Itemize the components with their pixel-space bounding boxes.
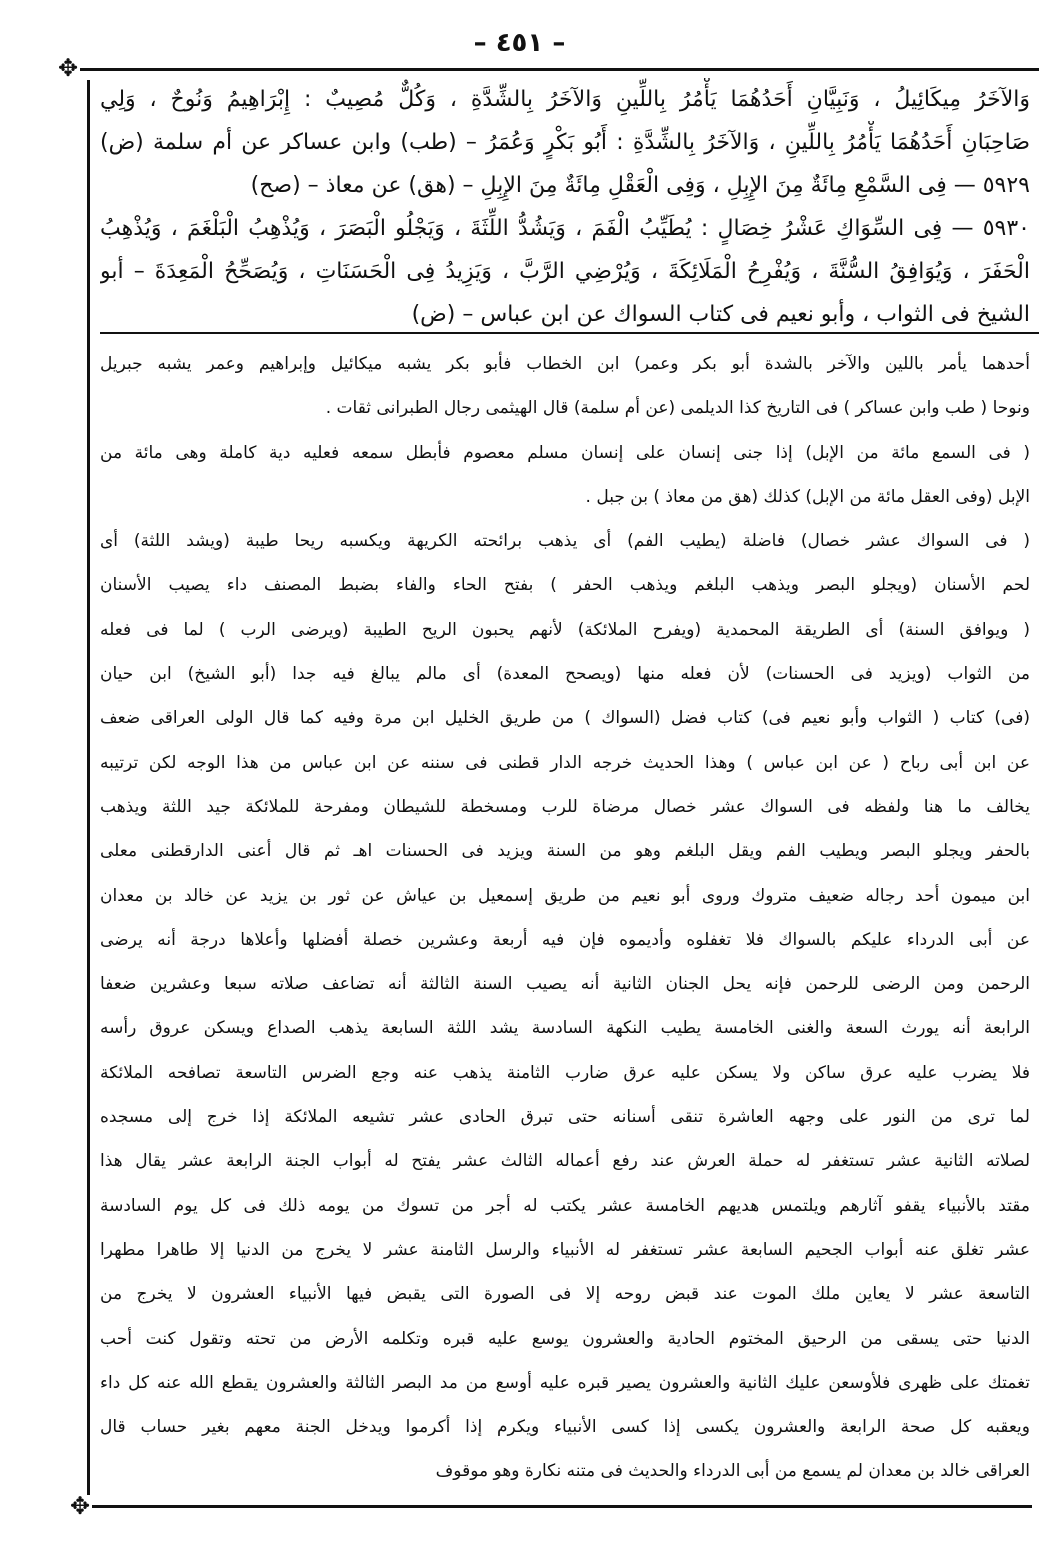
hadith-line: ٥٩٢٩ — فِى السَّمْعِ مِائَةٌ مِنَ الإِبِلِ ، وَفِى الْعَقْلِ مِائَةٌ مِنَ الإِبِلِ – (هق) عن معاذ – (صح): [250, 173, 1030, 198]
commentary-line: ( فى السمع مائة من الإبل) إذا جنى إنسان على إنسان مسلم معصوم فأبطل سمعه فعليه دية كاملة وهى مائة من: [100, 442, 1030, 463]
left-border-rule: [87, 80, 90, 1495]
commentary-line: لما ترى من النور على وجهه العاشرة تنقى أسنانه حتى تبرق الحادى عشر تشيعه الملائكة إذا خرج إلى مسجده: [100, 1107, 1030, 1128]
commentary-line: الإبل (وفى العقل مائة من الإبل) كذلك (هق من معاذ ) بن جبل .: [585, 486, 1030, 507]
commentary-line: عن أبى الدرداء عليكم بالسواك فلا تغفلوه وأديموه فإن فيه أربعة وعشرين خصلة أفضلها وأعلاها درجة أنه يرضى: [100, 929, 1030, 950]
commentary-line: الرحمن ومن الرضى للرحمن فإنه يحل الجنان الثانية أنه يصيب السنة الثالثة أنه تضاعف صلاته سبعا وعشرين ضعفا: [100, 974, 1030, 995]
corner-ornament-icon: ✥: [58, 54, 79, 82]
commentary-line: عشر تغلق عنه أبواب الجحيم السابعة عشر تستغفر له الأنبياء والرسل الثامنة عشر لا يخرج من الدنيا إلا طاهرا مطهرا: [100, 1239, 1030, 1260]
hadith-line: ٥٩٣٠ — فِى السِّوَاكِ عَشْرُ خِصَالٍ : يُطَيِّبُ الْفَمَ ، وَيَشُدُّ اللِّثَةَ ، وَيَجْلُو الْبَصَرَ ، وَيُذْهِبُ الْبَلْغَمَ ، وَيُذْهِبُ: [100, 216, 1030, 241]
hadith-line: وَالآخَرُ مِيكَائِيلُ ، وَنَبِيَّانِ أَحَدُهُمَا يَأْمُرُ بِاللِّينِ وَالآخَرُ بِالشِّدَّةِ ، وَكُلٌّ مُصِيبٌ : إِبْرَاهِيمُ وَنُوحٌ ، وَلِي: [100, 87, 1030, 112]
hadith-line: صَاحِبَانِ أَحَدُهُمَا يَأْمُرُ بِاللِّينِ ، وَالآخَرُ بِالشِّدَّةِ : أَبُو بَكْرٍ وَعُمَرُ – (طب) وابن عساكر عن أم سلمة (ض): [100, 130, 1030, 155]
corner-ornament-icon: ✥: [70, 1492, 91, 1520]
commentary-line: ( فى السواك عشر خصال) فاضلة (يطيب الفم) أى يذهب برائحته الكريهة ويكسبه ريحا طيبة (ويشد اللثة) أى: [100, 531, 1030, 552]
hadith-line: الْحَفَرَ ، وَيُوَافِقُ السُّنَّةَ ، وَيُفْرِحُ الْمَلَائِكَةَ ، وَيُرْضِي الرَّبَّ ، وَيَزِيدُ فِى الْحَسَنَاتِ ، وَيُصَحِّحُ الْمَعِدَةَ – أبو: [100, 259, 1030, 284]
commentary-line: فلا يضرب عليه عرق ساكن ولا يسكن عليه عرق ضارب الثامنة يذهب عنه وجع الضرس التاسعة تصافحه الملائكة: [100, 1062, 1030, 1083]
commentary-line: التاسعة عشر لا يعاين ملك الموت عند قبض روحه إلا فى الصورة التى يقبض فيها الأنبياء العشرون لا يخرج من: [100, 1284, 1030, 1305]
commentary-line: أحدهما يأمر باللين والآخر بالشدة أبو بكر وعمر) ابن الخطاب فأبو بكر يشبه ميكائيل وإبراهيم وعمر يشبه جبريل: [100, 354, 1030, 374]
commentary-line: لحم الأسنان (ويجلو البصر ويذهب البلغم ويذهب الحفر ) بفتح الحاء والفاء بضبط المصنف داء يصيب الأسنان: [100, 575, 1030, 596]
commentary-line: لصلاته الثانية عشر تستغفر له حملة العرش عند رفع أعماله الثالث عشر يفتح له أبواب الجنة الرابعة عشر يقال هذا: [100, 1151, 1030, 1172]
commentary-text: [100, 342, 1030, 1494]
commentary-line: بالحفر ويجلو البصر ويطيب الفم ويقل البلغم وهو من السنة ويزيد فى الحسنات اهـ ثم قال أعنى الدارقطنى معلى: [100, 841, 1030, 862]
commentary-line: الرابعة أنه يورث السعة والغنى الخامسة يطيب النكهة السادسة يشد اللثة السابعة يذهب الصداع ويسكن عروق رأسه: [100, 1018, 1030, 1039]
commentary-line: العراقى خالد بن معدان لم يسمع من أبى الدرداء والحديث فى متنه نكارة وهو موقوف: [435, 1461, 1030, 1482]
bottom-rule: [92, 1505, 1032, 1508]
commentary-line: تغمتك على ظهرى فلأوسعن عليك الثانية والعشرون يصير قبره عليه أوسع من مد البصر الثالثة والعشرون يقطع الله عنه كل داء: [100, 1372, 1030, 1393]
commentary-line: يخالف ما هنا ولفظه فى السواك عشر خصال مرضاة للرب ومسخطة للشيطان ومفرحة للملائكة جيد اللثة ويذهب: [100, 796, 1030, 817]
commentary-line: (فى) كتاب ( الثواب وأبو نعيم فى) كتاب فضل (السواك ) من طريق الخليل ابن مرة وفيه كما قال الولى العراقى ضعف: [100, 708, 1030, 729]
commentary-line: ( ويوافق السنة) أى الطريقة المحمدية (ويفرح الملائكة) لأنهم يحبون الريح الطيبة (ويرضى الرب ) لما فى فعله: [100, 619, 1030, 640]
commentary-line: ونوحا ( طب وابن عساكر ) فى التاريخ كذا الديلمى (عن أم سلمة) قال الهيثمى رجال الطبرانى ثقات .: [325, 398, 1030, 419]
commentary-line: ابن ميمون أحد رجاله ضعيف متروك وروى أبو نعيم من طريق إسمعيل بن عياش عن ثور بن يزيد عن خالد بن معدان: [100, 885, 1030, 906]
commentary-line: الدنيا حتى يسقى من الرحيق المختوم الحادية والعشرون يوسع عليه قبره وتكلمه الأرض من تحته وتقول كنت أحب: [100, 1328, 1030, 1349]
top-rule: [80, 68, 1039, 71]
hadith-text: [100, 78, 1030, 336]
commentary-line: مقتد بالأنبياء يقفو آثارهم ويلتمس هديهم الخامسة عشر يكتب له أجر من تسوك من يومه ذلك فى كل يوم السادسة: [100, 1195, 1030, 1216]
hadith-line: الشيخ فى الثواب ، وأبو نعيم فى كتاب السواك عن ابن عباس – (ض): [411, 302, 1030, 327]
commentary-line: من الثواب (ويزيد فى الحسنات) لأن فعله منها (ويصحح المعدة) أى مالم يبالغ فيه جدا (أبو الشيخ) ابن حيان: [100, 664, 1030, 685]
commentary-line: ويعقبه كل صحة الرابعة والعشرون يكسى إذا كسى الأنبياء ويكرم إذا أكرموا ويدخل الجنة معهم بغير حساب قال: [100, 1417, 1030, 1438]
page-number: – ٤٥١ –: [473, 28, 566, 58]
commentary-line: عن ابن أبى رباح ( عن ابن عباس ) وهذا الحديث خرجه الدار قطنى فى سننه عن ابن عباس من هذا الوجه لكن ترتيبه: [100, 752, 1030, 773]
